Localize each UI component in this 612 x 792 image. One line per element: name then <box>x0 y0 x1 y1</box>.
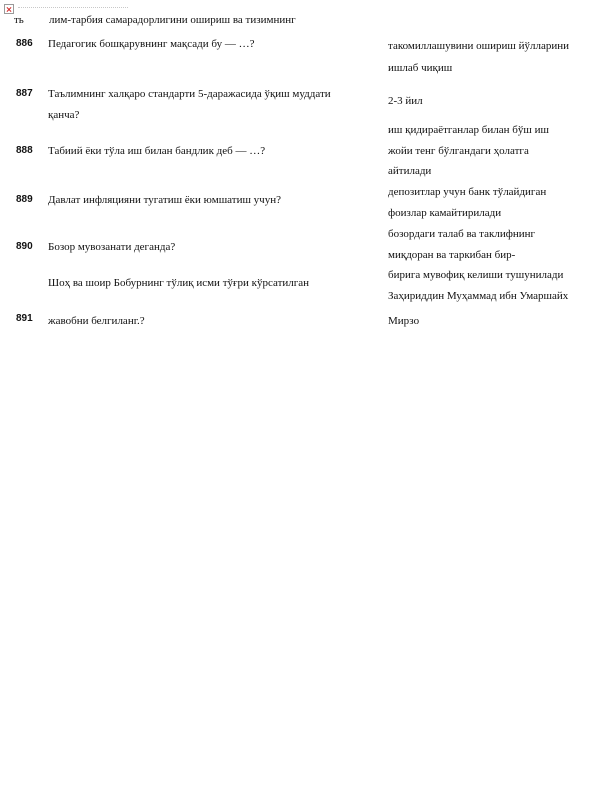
answer-text: 2-3 йил <box>388 95 423 107</box>
question-text: Шоҳ ва шоир Бобурнинг тўлиқ исми тўғри кўрсатилган <box>48 277 310 289</box>
answer-text: миқдоран ва таркибан бир- <box>388 249 516 261</box>
question-text: Табиий ёки тўла иш билан бандлик деб — …? <box>48 145 266 157</box>
header-left-fragment: ть <box>14 14 24 26</box>
question-text: Бозор мувозанати деганда? <box>48 241 176 253</box>
question-number: 888 <box>16 145 33 156</box>
answer-text: фоизлар камайтирилади <box>388 207 502 219</box>
answer-text: депозитлар учун банк тўлайдиган <box>388 186 547 198</box>
question-number: 891 <box>16 313 33 324</box>
question-number: 889 <box>16 194 33 205</box>
answer-text: Мирзо <box>388 315 420 327</box>
answer-text: бозордаги талаб ва таклифнинг <box>388 228 536 240</box>
question-text: Давлат инфляцияни тугатиш ёки юмшатиш учун? <box>48 194 281 206</box>
question-number: 890 <box>16 241 33 252</box>
question-text: жавобни белгиланг.? <box>48 315 145 327</box>
question-number: 886 <box>16 38 33 49</box>
question-text: Педагогик бошқарувнинг мақсади бу — …? <box>48 38 255 50</box>
question-text: Таълимнинг халқаро стандарти 5-даражасида ўқиш муддати <box>48 88 331 100</box>
broken-image-icon <box>4 4 14 14</box>
dotted-divider <box>18 7 128 8</box>
answer-text: айтилади <box>388 165 432 177</box>
answer-text: жойи тенг бўлгандаги ҳолатга <box>388 145 529 157</box>
answer-text: ишлаб чиқиш <box>388 62 453 74</box>
answer-text: иш қидираётганлар билан бўш иш <box>388 124 549 136</box>
answer-text: Заҳириддин Муҳаммад ибн Умаршайх <box>388 290 569 302</box>
header-title: лим-тарбия самарадорлигини ошириш ва тизимнинг <box>49 14 296 26</box>
answer-text: бирига мувофиқ келиши тушунилади <box>388 269 564 281</box>
question-number: 887 <box>16 88 33 99</box>
question-text: қанча? <box>48 109 80 121</box>
answer-text: такомиллашувини ошириш йўлларини <box>388 40 570 52</box>
